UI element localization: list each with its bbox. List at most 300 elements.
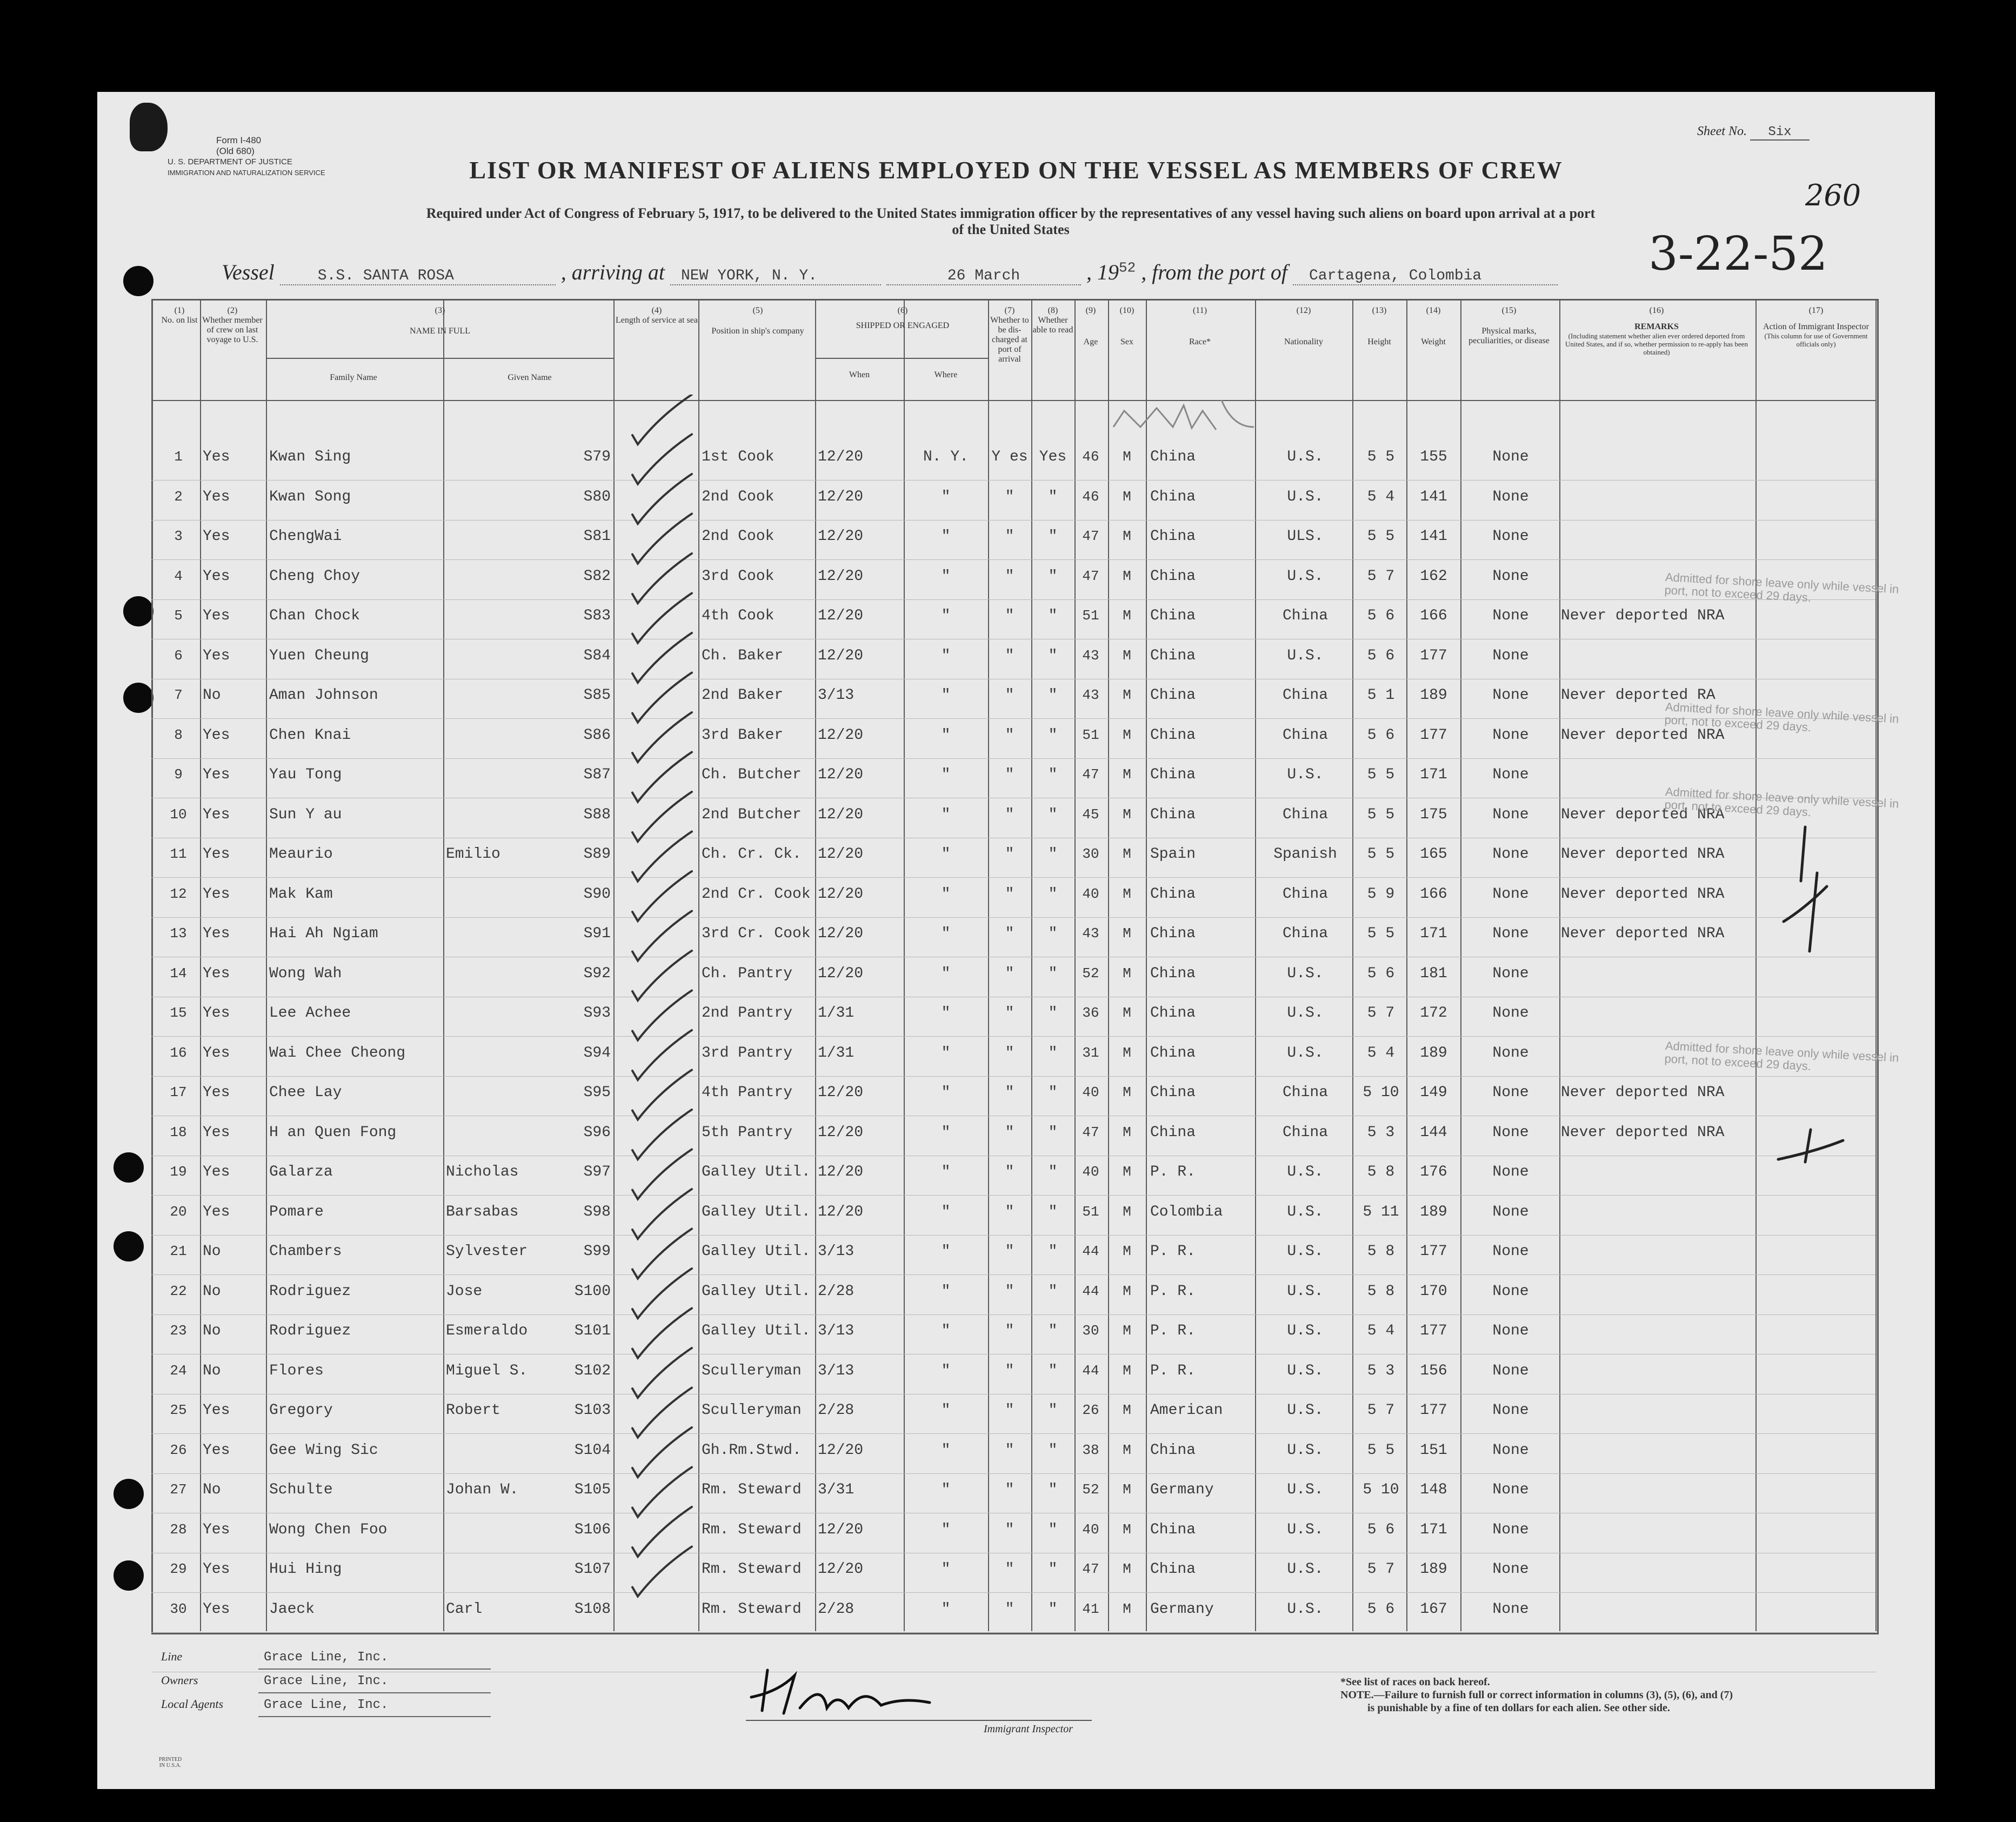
cell-age: 40 — [1082, 1084, 1099, 1100]
cell-discharged: " — [1005, 1323, 1014, 1339]
cell-discharged: " — [1005, 1600, 1014, 1618]
cell-weight: 177 — [1420, 1243, 1447, 1260]
cell-position: 2nd Butcher — [702, 806, 802, 823]
form-number: Form I-480 — [216, 135, 262, 145]
cell-no: 10 — [170, 806, 187, 823]
cell-race: China — [1150, 806, 1196, 823]
cell-marks: None — [1492, 1243, 1529, 1260]
cell-marks: None — [1492, 806, 1529, 823]
shore-leave-stamp: Admitted for shore leave only while vessel in port, not to exceed 29 days. — [1664, 570, 1899, 605]
cell-voyage: Yes — [203, 1203, 230, 1220]
cell-nationality: U.S. — [1287, 1203, 1324, 1220]
cell-voyage: Yes — [203, 1124, 230, 1141]
cell-where: " — [941, 1005, 951, 1022]
cell-race: American — [1150, 1402, 1223, 1419]
check-stroke — [632, 1150, 692, 1199]
cell-race: China — [1150, 488, 1196, 505]
cell-read: " — [1048, 1084, 1058, 1101]
cell-id: S96 — [583, 1124, 611, 1141]
cell-weight: 166 — [1420, 885, 1447, 903]
cell-given: Sylvester — [446, 1243, 528, 1260]
cell-where: " — [941, 687, 951, 704]
cell-height: 5 5 — [1367, 806, 1395, 823]
cell-no: 24 — [170, 1362, 187, 1379]
cell-weight: 171 — [1420, 1521, 1447, 1538]
cell-no: 26 — [170, 1441, 187, 1458]
cell-id: S83 — [583, 608, 611, 624]
cell-marks: None — [1492, 1164, 1529, 1180]
check-stroke — [632, 553, 692, 603]
cell-position: Sculleryman — [702, 1362, 802, 1379]
cell-family: Rodriguez — [269, 1283, 351, 1300]
cell-family: Rodriguez — [269, 1323, 351, 1339]
check-marks — [611, 395, 773, 1649]
cell-age: 44 — [1082, 1283, 1099, 1299]
cell-nationality: U.S. — [1287, 1561, 1324, 1578]
cell-sex: M — [1123, 1323, 1131, 1339]
cell-given: Robert — [446, 1402, 500, 1419]
cell-discharged: " — [1005, 687, 1014, 704]
cell-position: 2nd Cr. Cook — [702, 885, 811, 903]
cell-height: 5 8 — [1367, 1243, 1395, 1260]
cell-sex: M — [1123, 647, 1131, 664]
check-stroke — [632, 1467, 692, 1517]
cell-sex: M — [1123, 1124, 1131, 1140]
cell-id: S85 — [583, 687, 611, 704]
cell-height: 5 7 — [1367, 1402, 1395, 1419]
cell-when: 1/31 — [818, 1005, 855, 1022]
cell-marks: None — [1492, 726, 1529, 744]
cell-when: 12/20 — [818, 925, 864, 942]
cell-when: 3/13 — [818, 1323, 855, 1339]
cell-discharged: " — [1005, 925, 1014, 942]
document-title: LIST OR MANIFEST OF ALIENS EMPLOYED ON THE VESSEL AS MEMBERS OF CREW — [469, 156, 1563, 184]
punch-hole — [123, 596, 153, 626]
cell-when: 3/13 — [818, 1362, 855, 1379]
cell-nationality: U.S. — [1287, 449, 1324, 465]
cell-height: 5 3 — [1367, 1124, 1395, 1141]
cell-nationality: U.S. — [1287, 965, 1324, 982]
inspector-marks — [1767, 805, 1886, 1227]
cell-nationality: U.S. — [1287, 1441, 1324, 1459]
cell-remarks: Never deported NRA — [1561, 885, 1725, 903]
cell-weight: 189 — [1420, 1203, 1447, 1220]
cell-age: 44 — [1082, 1243, 1099, 1259]
cell-no: 12 — [170, 885, 187, 902]
cell-age: 31 — [1082, 1044, 1099, 1061]
cell-marks: None — [1492, 1283, 1529, 1300]
cell-sex: M — [1123, 925, 1131, 942]
cell-voyage: Yes — [203, 1402, 230, 1419]
cell-age: 47 — [1082, 1561, 1099, 1577]
cell-discharged: " — [1005, 608, 1014, 624]
check-stroke — [632, 1189, 692, 1239]
row-rule — [151, 1076, 1875, 1077]
header-rule — [815, 358, 988, 359]
cell-read: " — [1048, 1402, 1058, 1419]
cell-height: 5 5 — [1367, 1441, 1395, 1459]
cell-no: 5 — [174, 608, 183, 624]
cell-voyage: Yes — [203, 1441, 230, 1459]
cell-discharged: Y es — [991, 449, 1028, 465]
cell-nationality: China — [1282, 1084, 1328, 1101]
row-rule — [151, 1195, 1875, 1196]
header-length-of-service: Length of service at sea — [616, 316, 698, 325]
cell-no: 8 — [174, 726, 183, 743]
cell-position: Sculleryman — [702, 1402, 802, 1419]
cell-when: 12/20 — [818, 449, 864, 465]
cell-sex: M — [1123, 608, 1131, 624]
cell-race: Colombia — [1150, 1203, 1223, 1220]
cell-read: " — [1048, 965, 1058, 982]
vessel-line: Vessel S.S. SANTA ROSA , arriving at NEW YORK, N. Y. 26 March , $19^{52}$ , from the port of Cartagena, Colombia — [222, 259, 1558, 285]
cell-sex: M — [1123, 726, 1131, 743]
cell-id: S93 — [583, 1005, 611, 1022]
cell-no: 4 — [174, 568, 183, 584]
row-rule — [151, 559, 1875, 560]
cell-read: " — [1048, 1044, 1058, 1062]
cell-weight: 171 — [1420, 925, 1447, 942]
header-inspector-note: (This column for use of Government officials only) — [1764, 332, 1868, 348]
cell-id: S106 — [574, 1521, 611, 1538]
cell-given: Miguel S. — [446, 1362, 528, 1379]
cell-race: P. R. — [1150, 1323, 1196, 1339]
cell-read: " — [1048, 806, 1058, 823]
cell-age: 47 — [1082, 1124, 1099, 1140]
cell-discharged: " — [1005, 1124, 1014, 1141]
cell-discharged: " — [1005, 568, 1014, 585]
cell-race: China — [1150, 965, 1196, 982]
cell-read: " — [1048, 726, 1058, 744]
cell-weight: 176 — [1420, 1164, 1447, 1180]
cell-when: 12/20 — [818, 608, 864, 624]
cell-sex: M — [1123, 1243, 1131, 1259]
cell-marks: None — [1492, 1203, 1529, 1220]
cell-position: Gh.Rm.Stwd. — [702, 1441, 802, 1459]
cell-voyage: Yes — [203, 846, 230, 863]
cell-id: S98 — [583, 1203, 611, 1220]
row-rule — [151, 877, 1875, 878]
cell-family: Wong Chen Foo — [269, 1521, 388, 1538]
cell-weight: 170 — [1420, 1283, 1447, 1300]
cell-when: 3/13 — [818, 1243, 855, 1260]
cell-read: " — [1048, 846, 1058, 863]
arrival-year: 52 — [1119, 259, 1136, 276]
header-height: Height — [1367, 337, 1391, 346]
cell-voyage: No — [203, 1243, 221, 1260]
cell-read: " — [1048, 766, 1058, 783]
cell-when: 12/20 — [818, 1561, 864, 1578]
check-stroke — [632, 792, 692, 842]
check-stroke — [632, 752, 692, 802]
cell-age: 45 — [1082, 806, 1099, 823]
cell-weight: 172 — [1420, 1005, 1447, 1022]
check-stroke — [632, 1348, 692, 1398]
check-stroke — [632, 951, 692, 1000]
cell-voyage: No — [203, 1323, 221, 1339]
cell-nationality: U.S. — [1287, 488, 1324, 505]
cell-position: Galley Util. — [702, 1243, 811, 1260]
check-stroke — [632, 593, 692, 643]
cell-where: " — [941, 1323, 951, 1339]
check-stroke — [632, 474, 692, 524]
cell-race: China — [1150, 1521, 1196, 1538]
cell-marks: None — [1492, 846, 1529, 863]
header-rule — [266, 358, 613, 359]
cell-age: 26 — [1082, 1402, 1099, 1418]
cell-height: 5 11 — [1363, 1203, 1399, 1220]
service: IMMIGRATION AND NATURALIZATION SERVICE — [168, 169, 325, 177]
cell-where: " — [941, 1203, 951, 1220]
cell-age: 46 — [1082, 488, 1099, 505]
cell-sex: M — [1123, 846, 1131, 862]
header-given-name: Given Name — [508, 373, 552, 382]
cell-read: " — [1048, 687, 1058, 704]
cell-sex: M — [1123, 766, 1131, 783]
cell-discharged: " — [1005, 965, 1014, 982]
cell-age: 43 — [1082, 687, 1099, 703]
cell-no: 30 — [170, 1600, 187, 1617]
agents-value: Grace Line, Inc. — [258, 1694, 491, 1717]
cell-where: " — [941, 925, 951, 942]
cell-sex: M — [1123, 1203, 1131, 1220]
cell-read: " — [1048, 1441, 1058, 1459]
punch-hole — [114, 1479, 144, 1509]
cell-voyage: Yes — [203, 766, 230, 783]
cell-height: 5 3 — [1367, 1362, 1395, 1379]
cell-position: Ch. Baker — [702, 647, 784, 664]
header-inspector-action: Action of Immigrant Inspector — [1763, 322, 1869, 331]
cell-position: Galley Util. — [702, 1283, 811, 1300]
check-stroke — [632, 1269, 692, 1318]
cell-family: Chen Knai — [269, 726, 351, 744]
cell-nationality: ULS. — [1287, 528, 1324, 545]
cell-id: S88 — [583, 806, 611, 823]
row-rule — [151, 1433, 1875, 1434]
signature-line — [746, 1720, 1092, 1721]
cell-no: 7 — [174, 687, 183, 703]
cell-read: " — [1048, 608, 1058, 624]
header-race: Race* — [1189, 337, 1211, 346]
cell-age: 46 — [1082, 449, 1099, 465]
cell-where: " — [941, 1044, 951, 1062]
cell-no: 13 — [170, 925, 187, 942]
cell-height: 5 6 — [1367, 1600, 1395, 1618]
cell-when: 12/20 — [818, 647, 864, 664]
cell-marks: None — [1492, 608, 1529, 624]
cell-weight: 171 — [1420, 766, 1447, 783]
row-rule — [151, 758, 1875, 759]
cell-position: Ch. Butcher — [702, 766, 802, 783]
cell-weight: 177 — [1420, 1323, 1447, 1339]
column-rule — [200, 299, 201, 1631]
cell-id: S82 — [583, 568, 611, 585]
cell-race: China — [1150, 528, 1196, 545]
cell-position: 4th Cook — [702, 608, 775, 624]
cell-sex: M — [1123, 965, 1131, 982]
cell-weight: 189 — [1420, 687, 1447, 704]
cell-marks: None — [1492, 885, 1529, 903]
cell-read: " — [1048, 1203, 1058, 1220]
cell-marks: None — [1492, 925, 1529, 942]
header-bottom-rule — [151, 400, 1875, 401]
cell-height: 5 6 — [1367, 1521, 1395, 1538]
cell-family: Kwan Song — [269, 488, 351, 505]
cell-sex: M — [1123, 1164, 1131, 1180]
cell-age: 30 — [1082, 1323, 1099, 1339]
cell-race: China — [1150, 726, 1196, 744]
cell-discharged: " — [1005, 1203, 1014, 1220]
cell-position: 2nd Pantry — [702, 1005, 793, 1022]
cell-read: " — [1048, 1481, 1058, 1498]
cell-race: China — [1150, 1561, 1196, 1578]
cell-nationality: U.S. — [1287, 647, 1324, 664]
cell-family: Kwan Sing — [269, 449, 351, 465]
cell-no: 1 — [174, 449, 183, 465]
cell-weight: 175 — [1420, 806, 1447, 823]
cell-discharged: " — [1005, 806, 1014, 823]
cell-when: 2/28 — [818, 1600, 855, 1618]
cell-no: 15 — [170, 1005, 187, 1021]
cell-nationality: Spanish — [1273, 846, 1337, 863]
check-stroke — [632, 1507, 692, 1557]
cell-where: " — [941, 885, 951, 903]
cell-position: Rm. Steward — [702, 1600, 802, 1618]
cell-voyage: Yes — [203, 1164, 230, 1180]
cell-id: S95 — [583, 1084, 611, 1101]
check-stroke — [632, 832, 692, 882]
check-stroke — [632, 1388, 692, 1438]
cell-sex: M — [1123, 488, 1131, 505]
cell-when: 12/20 — [818, 1521, 864, 1538]
cell-height: 5 10 — [1363, 1481, 1399, 1498]
cell-family: Wong Wah — [269, 965, 342, 982]
cell-position: Rm. Steward — [702, 1481, 802, 1498]
cell-position: 2nd Baker — [702, 687, 784, 704]
cell-race: China — [1150, 1124, 1196, 1141]
cell-id: S107 — [574, 1561, 611, 1578]
cell-discharged: " — [1005, 1521, 1014, 1538]
cell-voyage: Yes — [203, 925, 230, 942]
cell-family: Hai Ah Ngiam — [269, 925, 378, 942]
cell-height: 5 5 — [1367, 846, 1395, 863]
cell-when: 12/20 — [818, 1084, 864, 1101]
cell-family: Gregory — [269, 1402, 333, 1419]
cell-height: 5 5 — [1367, 449, 1395, 465]
cell-voyage: Yes — [203, 647, 230, 664]
cell-remarks: Never deported NRA — [1561, 1084, 1725, 1101]
row-rule — [151, 1314, 1875, 1315]
cell-sex: M — [1123, 1402, 1131, 1418]
cell-sex: M — [1123, 1481, 1131, 1498]
cell-position: Rm. Steward — [702, 1521, 802, 1538]
cell-age: 51 — [1082, 1203, 1099, 1220]
cell-read: " — [1048, 1521, 1058, 1538]
header-nationality: Nationality — [1284, 337, 1323, 346]
manifest-sheet: Form I-480 (Old 680) U. S. DEPARTMENT OF JUSTICE IMMIGRATION AND NATURALIZATION SERVICE Sheet No. Six 260 3-22-52 LIST OR MANIFEST OF ALIENS EMPLOYED ON THE VESSEL AS MEMBERS OF CREW Required under Act of Congress of February 5, 1917, to be delivered to the United States immigration officer by the representatives of any vessel having such aliens on board upon arrival at a port of the United States Vessel S.S. SANTA ROSA , arriving at NEW YORK, N. Y. 26 March , $19^{52}$ , from the port of Cartagena, Colombia (1) No. on list (2) Whether member of crew on last voyage to U.S. (3) NAME IN FULL Family Name Given Name (4) Length of service at sea (5) Position in ship's company (6) SHIPPED OR ENGAGED When Where (7) Whether to be dis-charged at port of arrival (8) Whether able to read (9) Age (10) Sex (11) Race* (12) Nationality (13) Height (14) Weight (15) Physical marks, peculiarities, or disease (16) REMARKS (Including statement whether alien ever ordered deported from United States, and if so, whether permission to re-apply has been obtained) (17) Action of Immigrant Inspector (This column for use of Government officials only) 1 Yes Kwan Sing S79 1st Cook 12/20 N. Y. Y es Yes 46 M China U.S. 5 5 155 None 2 Yes Kwan Song S80 2nd Cook 12/20 " " " 46 M China U.S. 5 4 141 None 3 Yes ChengWai S81 2nd Cook 12/20 " " " 47 M China ULS. 5 5 141 None 4 Yes Cheng Choy S82 3rd Cook 12/20 " " " 47 M China U.S. 5 7 162 None 5 Yes Chan Chock S83 4th Cook 12/20 " " " 51 M China China 5 6 166 None Never deported NRA 6 Yes Yuen Cheung S84 Ch. Baker 12/20 " " " 43 M China U.S. 5 6 177 None 7 No Aman Johnson S85 2nd Baker 3/13 " " " 43 M China China 5 1 189 None Never deported RA 8 Yes Chen Knai S86 3rd Baker 12/20 " " " 51 M China China 5 6 177 None Never deported NRA 9 Yes Yau Tong S87 Ch. Butcher 12/20 " " " 47 M China U.S. 5 5 171 None 10 Yes Sun Y au S88 2nd Butcher 12/20 " " " 45 M China China 5 5 175 None Never deported NRA 11 Yes Meaurio Emilio S89 Ch. Cr. Ck. 12/20 " " " 30 M Spain Spanish 5 5 165 None Never deported NRA 12 Yes Mak Kam S90 2nd Cr. Cook 12/20 " " " 40 M China China 5 9 166 None Never deported NRA 13 Yes Hai Ah Ngiam S91 3rd Cr. Cook 12/20 " " " 43 M China China 5 5 171 None Never deported NRA 14 Yes Wong Wah S92 Ch. Pantry 12/20 " " " 52 M China U.S. 5 6 181 None 15 Yes Lee Achee S93 2nd Pantry 1/31 " " " 36 M China U.S. 5 7 172 None 16 Yes Wai Chee Cheong S94 3rd Pantry 1/31 " " " 31 M China U.S. 5 4 189 None 17 Yes Chee Lay S95 4th Pantry 12/20 " " " 40 M China China 5 10 149 None Never deported NRA 18 Yes H an Quen Fong S96 5th Pantry 12/20 " " " 47 M China China 5 3 144 None Never deported NRA 19 Yes Galarza Nicholas S97 Galley Util. 12/20 " " " 40 M P. R. U.S. 5 8 176 None 20 Yes Pomare Barsabas S98 Galley Util. 12/20 " " " 51 M Colombia U.S. 5 11 189 None 21 No Chambers Sylvester S99 Galley Util. 3/13 " " " 44 M P. R. U.S. 5 8 177 None 22 No Rodriguez Jose S100 Galley Util. 2/28 " " " 44 M P. R. U.S. 5 8 170 None 23 No Rodriguez Esmeraldo S101 Galley Util. 3/13 " " " 30 M P. R. U.S. 5 4 177 None 24 No Flores Miguel S. S102 Sculleryman 3/13 " " " 44 M P. R. U.S. 5 3 156 None 25 Yes Gregory Robert S103 Sculleryman 2/28 " " " 26 M American U.S. 5 7 177 None 26 Yes Gee Wing Sic S104 Gh.Rm.Stwd. 12/20 " " " 38 M China U.S. 5 5 151 None 27 No Schulte Johan W. S105 Rm. Steward 3/31 " " " 52 M Germany U.S. 5 10 148 None 28 Yes Wong Chen Foo S106 Rm. Steward 12/20 " " " 40 M China U.S. 5 6 171 None 29 Yes Hui Hing S107 Rm. Steward 12/20 " " " 47 M China U.S. 5 7 189 None 30 Yes Jaeck Carl S108 Rm. Steward 2/28 " " " 41 M Germany U.S. 5 6 167 None Admitted for shore leave only while vessel in port, not to exceed 29 days. Admitted for shore leave only while vessel in port, not to exceed 29 days. Admitted for shore leave only while vessel in port, not to exceed 29 days. Admitted for shore leave only while vessel in port, not to exceed 29 days. Line Grace Line, Inc. Owners Grace Line, Inc. Local Agents Grace Line, Inc. Immigrant Inspector *See list of races on back hereof. NOTE.—Failure to furnish full or correct information in columns (3), (5), (6), and (7) is punishable by a fine of ten dollars for each alien. See other side. PRINTED IN U.S.A. — [97, 92, 1935, 1789]
cell-where: " — [941, 1561, 951, 1578]
row-rule — [151, 1036, 1875, 1037]
cell-race: P. R. — [1150, 1243, 1196, 1260]
cell-remarks: Never deported RA — [1561, 687, 1715, 704]
cell-position: 1st Cook — [702, 449, 775, 465]
cell-id: S102 — [574, 1362, 611, 1379]
cell-nationality: U.S. — [1287, 1600, 1324, 1618]
cell-height: 5 6 — [1367, 726, 1395, 744]
check-stroke — [632, 435, 692, 484]
cell-no: 2 — [174, 488, 183, 505]
cell-family: Flores — [269, 1362, 324, 1379]
arrival-date: 26 March — [886, 268, 1081, 285]
cell-id: S101 — [574, 1323, 611, 1339]
cell-sex: M — [1123, 1084, 1131, 1100]
cell-where: " — [941, 1124, 951, 1141]
cell-given: Jose — [446, 1283, 483, 1300]
inspector-label: Immigrant Inspector — [984, 1723, 1073, 1735]
cell-voyage: Yes — [203, 1005, 230, 1022]
cell-marks: None — [1492, 766, 1529, 783]
header-able-to-read: Whether able to read — [1032, 316, 1073, 335]
header-no-on-list: No. on list — [161, 316, 198, 325]
cell-voyage: No — [203, 1362, 221, 1379]
cell-position: Ch. Pantry — [702, 965, 793, 982]
check-stroke — [632, 633, 692, 683]
cell-no: 23 — [170, 1323, 187, 1339]
cell-no: 28 — [170, 1521, 187, 1538]
punch-hole — [114, 1231, 144, 1262]
cell-when: 12/20 — [818, 1203, 864, 1220]
cell-race: Germany — [1150, 1481, 1214, 1498]
cell-race: Spain — [1150, 846, 1196, 863]
punch-hole — [123, 266, 153, 296]
column-rule — [443, 299, 444, 1631]
cell-where: " — [941, 1521, 951, 1538]
cell-remarks: Never deported NRA — [1561, 608, 1725, 624]
cell-height: 5 5 — [1367, 528, 1395, 545]
cell-id: S103 — [574, 1402, 611, 1419]
cell-sex: M — [1123, 1521, 1131, 1538]
header-remarks: REMARKS — [1634, 322, 1679, 331]
row-rule — [151, 1592, 1875, 1593]
cell-nationality: U.S. — [1287, 1243, 1324, 1260]
cell-where: " — [941, 568, 951, 585]
cell-race: China — [1150, 647, 1196, 664]
cell-height: 5 7 — [1367, 1005, 1395, 1022]
cell-where: " — [941, 1441, 951, 1459]
cell-where: " — [941, 965, 951, 982]
cell-id: S89 — [583, 846, 611, 863]
cell-where: " — [941, 1084, 951, 1101]
cell-weight: 165 — [1420, 846, 1447, 863]
department: U. S. DEPARTMENT OF JUSTICE — [168, 157, 292, 166]
cell-race: China — [1150, 885, 1196, 903]
cell-where: N. Y. — [923, 449, 969, 465]
check-stroke — [632, 911, 692, 961]
cell-age: 43 — [1082, 925, 1099, 942]
cell-id: S94 — [583, 1044, 611, 1062]
cell-race: P. R. — [1150, 1164, 1196, 1180]
cell-given: Barsabas — [446, 1203, 519, 1220]
cell-sex: M — [1123, 1005, 1131, 1021]
cell-discharged: " — [1005, 1005, 1014, 1022]
cell-position: 3rd Cr. Cook — [702, 925, 811, 942]
cell-no: 3 — [174, 528, 183, 544]
cell-where: " — [941, 1283, 951, 1300]
check-stroke — [632, 395, 692, 444]
cell-when: 12/20 — [818, 568, 864, 585]
cell-when: 12/20 — [818, 806, 864, 823]
cell-weight: 166 — [1420, 608, 1447, 624]
